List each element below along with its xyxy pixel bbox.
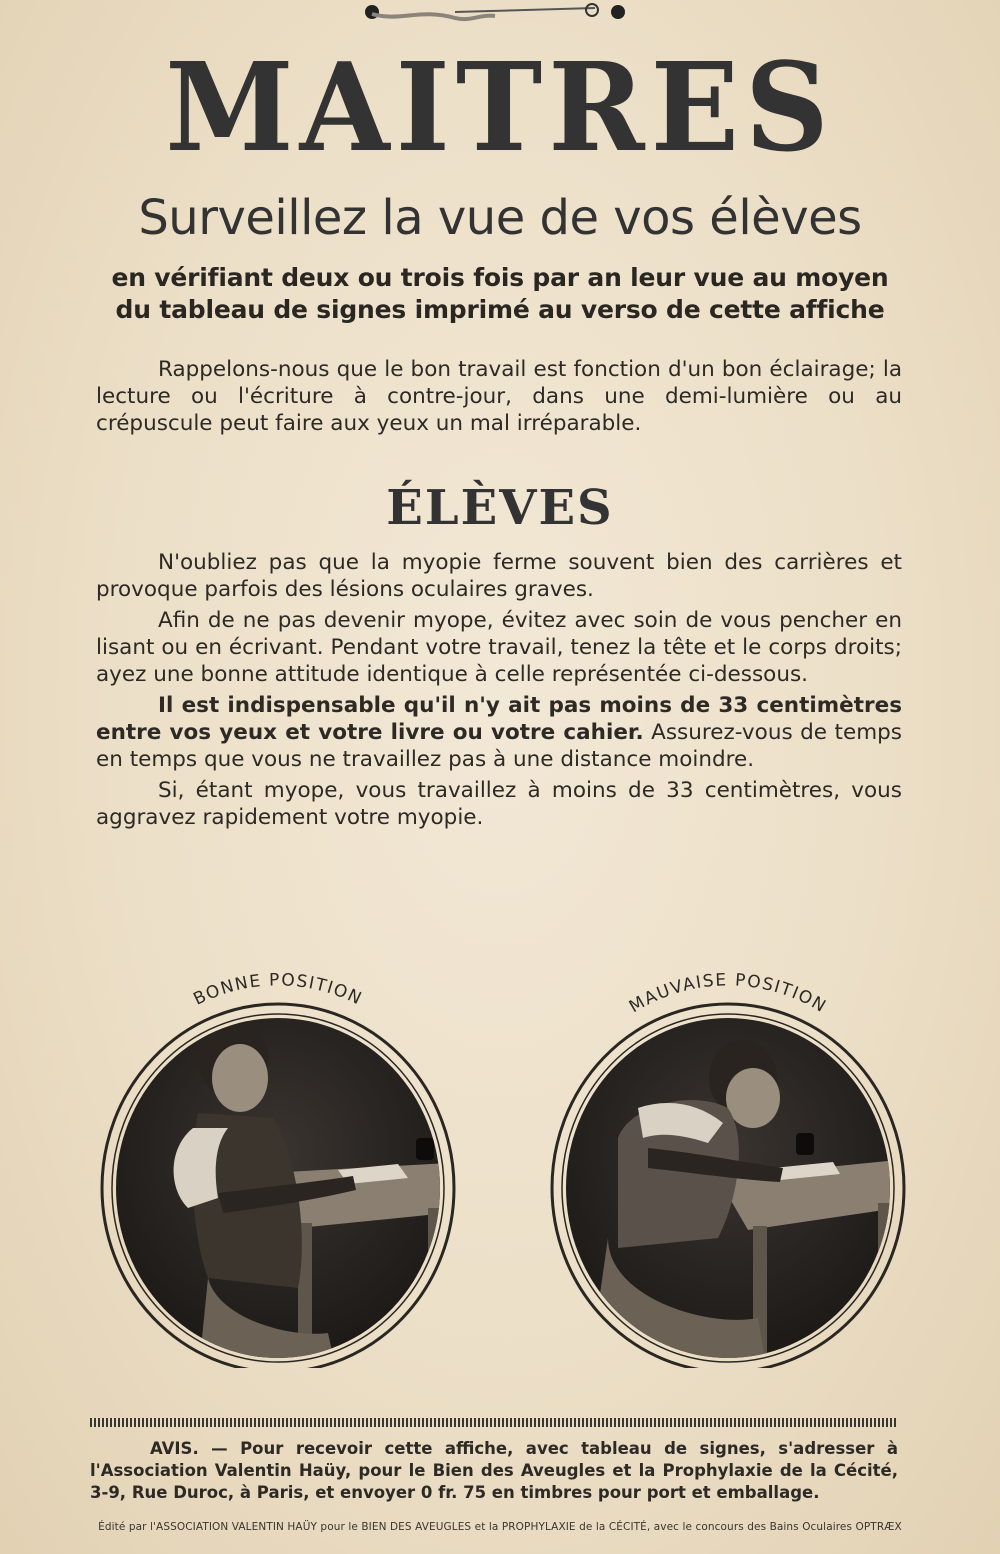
publisher-footer: Édité par l'ASSOCIATION VALENTIN HAÜY pour le BIEN DES AVEUGLES et la PROPHYLAXIE de la CÉCITÉ, avec le concours des Bains Oculaires OPTRÆX	[98, 1521, 902, 1533]
lead-line-2: du tableau de signes imprimé au verso de cette affiche	[115, 295, 885, 324]
photo-bad-position-frame	[548, 938, 908, 1368]
avis-text: AVIS. — Pour recevoir cette affiche, avec tableau de signes, s'adresser à l'Association Valentin Haüy, pour le Bien des Aveugles et la Prophylaxie de la Cécité, 3-9, Rue Duroc, à Paris, et envoyer 0 fr. 75 en timbres pour port et emballage.	[90, 1439, 898, 1502]
maitres-paragraph: Rappelons-nous que le bon travail est fonction d'un bon éclairage; la lecture ou l'écriture à contre-jour, dans une demi-lumière ou au crépuscule peut faire aux yeux un mal irréparable.	[96, 357, 902, 436]
photo-good-position-label: BONNE POSITION	[190, 970, 366, 1010]
hanging-string-icon	[360, 0, 630, 30]
photo-good-position	[98, 938, 458, 1368]
photo-good-position-frame	[98, 938, 458, 1368]
lead-line-1: en vérifiant deux ou trois fois par an leur vue au moyen	[111, 263, 889, 292]
photo-bad-position-label: MAUVAISE POSITION	[625, 970, 831, 1018]
lead-text	[96, 262, 904, 326]
eleves-paragraph-3-bold: Il est indispensable qu'il n'y ait pas moins de 33 centimètres entre vos yeux et votre livre ou votre cahier.	[96, 693, 902, 745]
maitres-paragraph-block	[96, 356, 902, 437]
photo-bad-position	[548, 938, 908, 1368]
divider-rule	[90, 1418, 896, 1427]
eleves-text-block	[96, 549, 902, 835]
eleves-paragraph-2: Afin de ne pas devenir myope, évitez avec soin de vous pencher en lisant ou en écrivant. Pendant votre travail, tenez la tête et le corps droits; ayez une bonne attitude identique à celle représentée ci-dessous.	[96, 608, 902, 687]
eleves-heading: ÉLÈVES	[386, 480, 614, 536]
poster-title: MAITRES	[165, 36, 835, 180]
avis-notice	[90, 1438, 898, 1504]
eleves-paragraph-3	[96, 692, 902, 773]
poster-subtitle: Surveillez la vue de vos élèves	[138, 190, 862, 246]
eleves-paragraph-3-rest: Assurez-vous de temps en temps que vous ne travaillez pas à une distance moindre.	[96, 720, 902, 772]
eleves-paragraph-4: Si, étant myope, vous travaillez à moins de 33 centimètres, vous aggravez rapidement votre myopie.	[96, 778, 902, 830]
eleves-paragraph-1: N'oubliez pas que la myopie ferme souvent bien des carrières et provoque parfois des lésions oculaires graves.	[96, 550, 902, 602]
